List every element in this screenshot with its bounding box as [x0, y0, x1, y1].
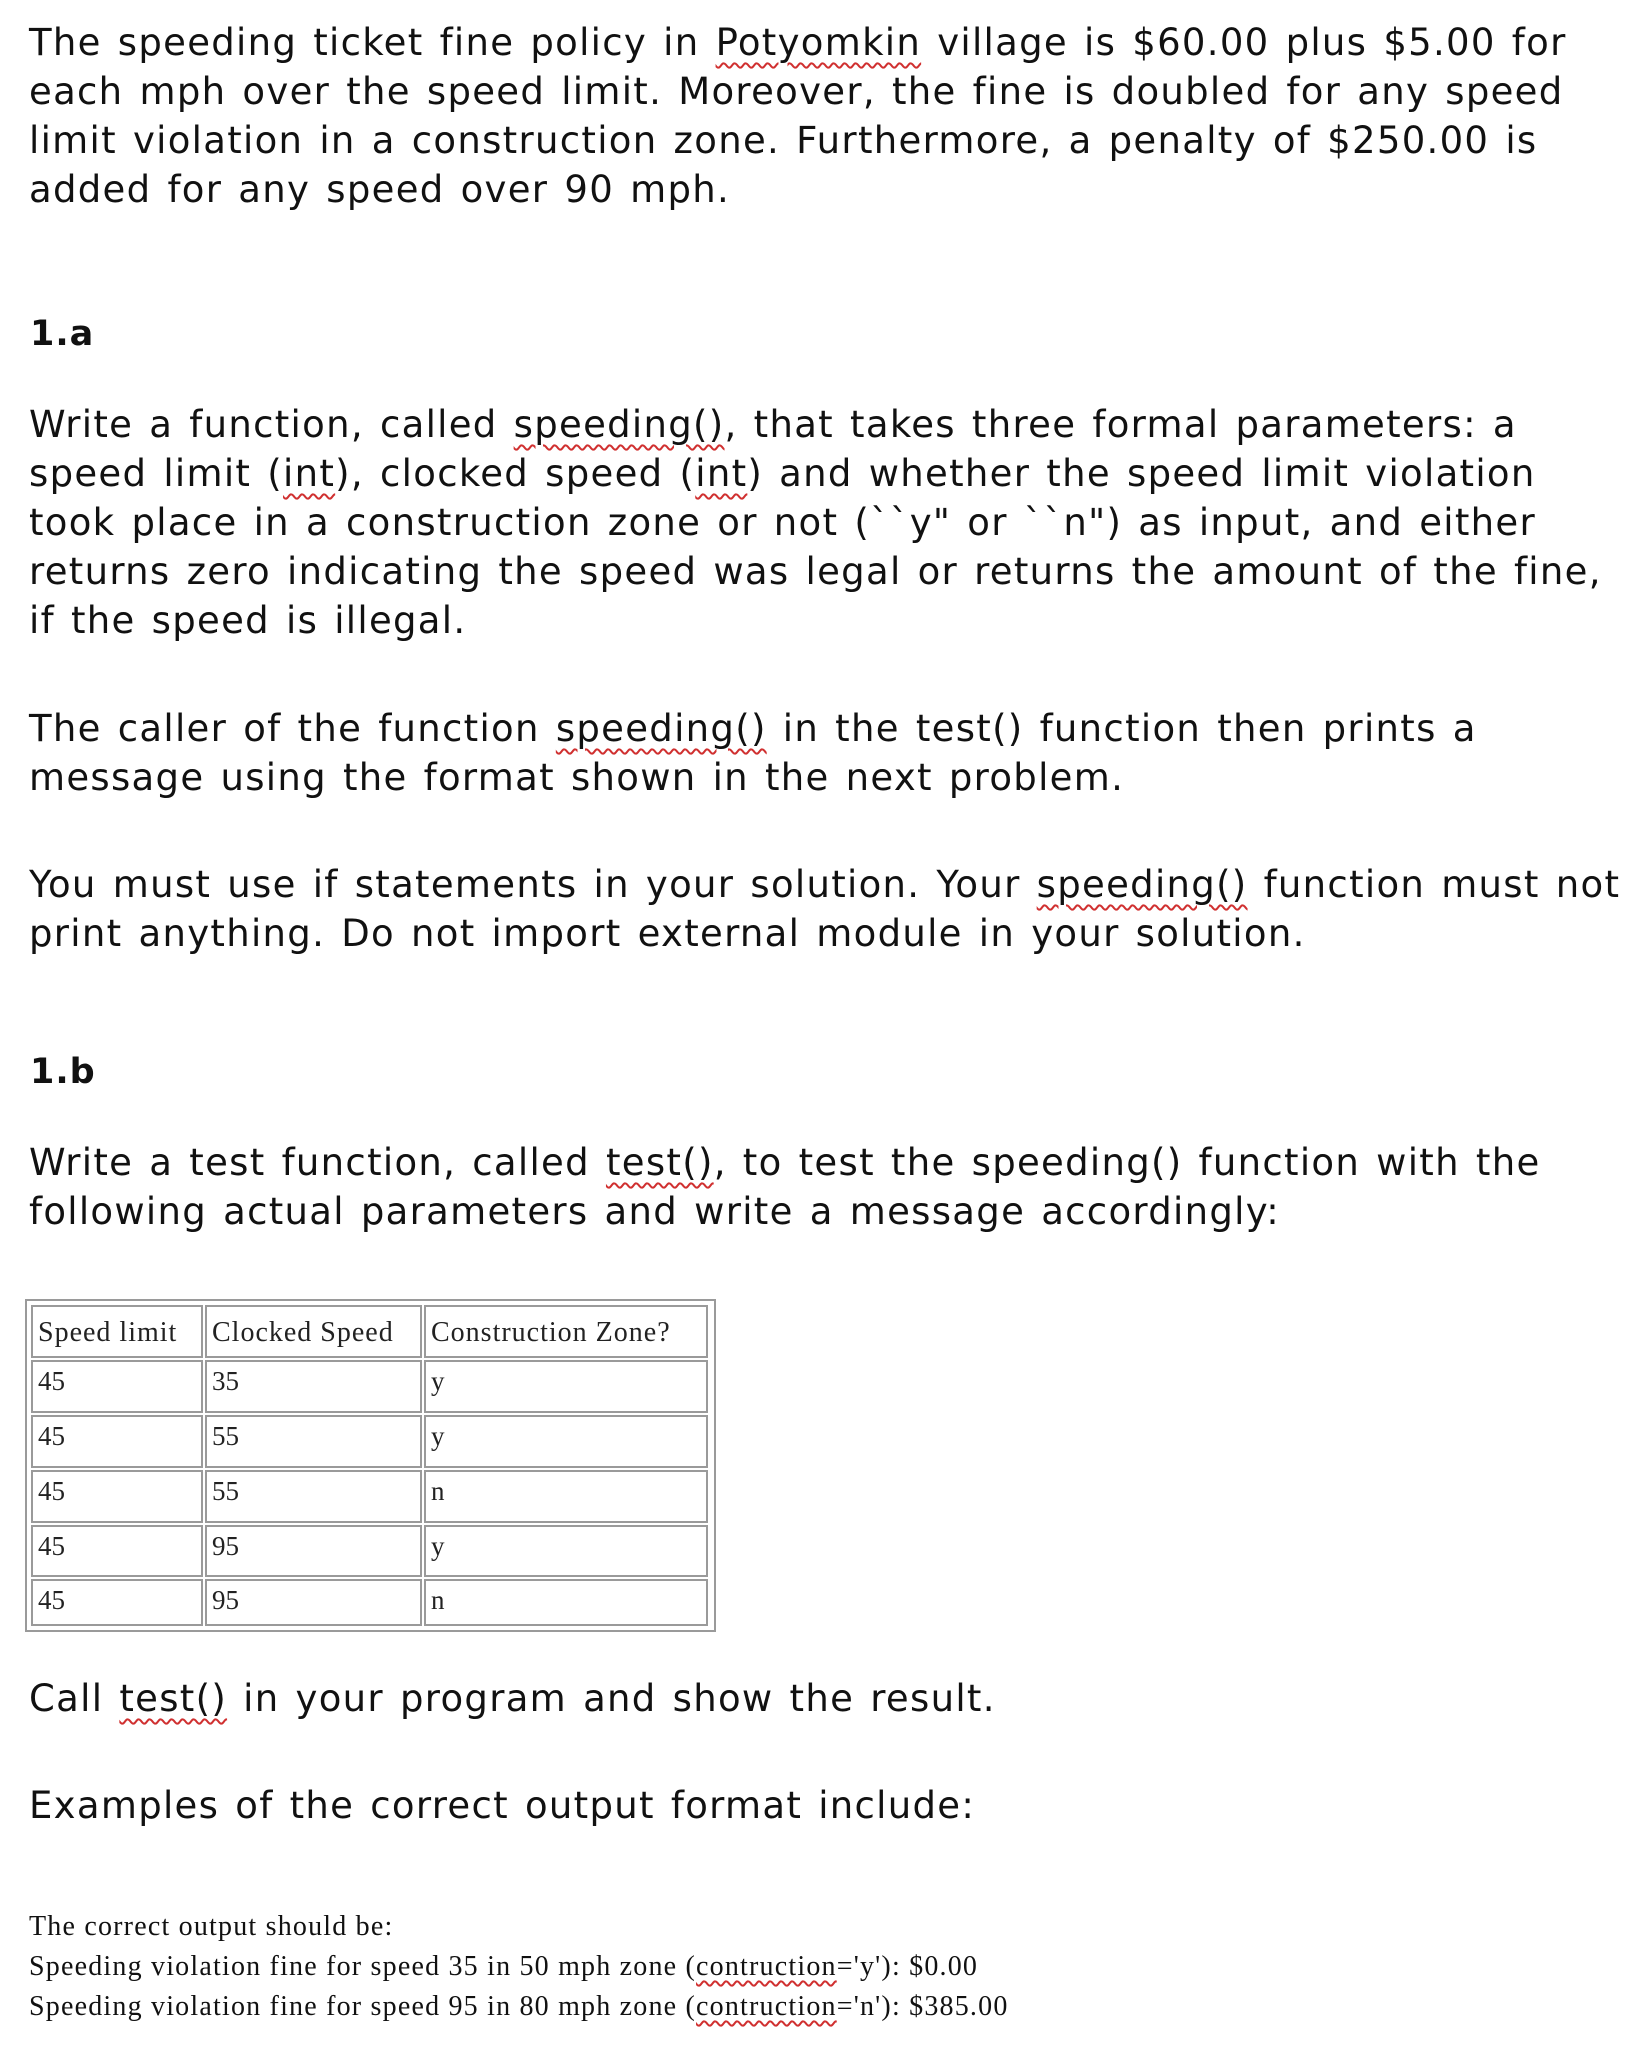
- misspelled-word: contruction: [696, 1991, 837, 2022]
- text: in the test() function then prints a message using the format shown in the next problem.: [29, 707, 1477, 799]
- text: ='y'): $0.00: [836, 1951, 979, 1982]
- text: ) and whether the speed limit violation took place in a construction zone or not (``y" or ``n") as input, and either returns zero indicating the speed was legal or returns the amount of the fine, if the speed is illegal.: [29, 452, 1602, 642]
- intro-paragraph: [29, 18, 1629, 214]
- table-cell: 45: [31, 1579, 203, 1626]
- call-test-paragraph: [29, 1674, 1629, 1723]
- examples-label: Examples of the correct output format include:: [29, 1784, 976, 1827]
- output-line-1: [29, 1951, 978, 1983]
- table-cell: 35: [205, 1360, 422, 1413]
- table-cell: 95: [205, 1579, 422, 1626]
- table-cell: y: [424, 1360, 708, 1413]
- table-cell: 45: [31, 1525, 203, 1577]
- type-int: int: [283, 452, 336, 495]
- section-b-paragraph-1: [29, 1138, 1629, 1236]
- function-name: speeding(): [1036, 863, 1248, 906]
- output-header: The correct output should be:: [29, 1911, 394, 1942]
- table-header-cell: Speed limit: [31, 1305, 203, 1358]
- table-cell: 55: [205, 1415, 422, 1468]
- text: in your program and show the result.: [227, 1677, 996, 1720]
- misspelled-word: contruction: [696, 1951, 837, 1982]
- text: The caller of the function: [29, 707, 556, 750]
- text: , that takes three formal parameters: a speed limit (: [29, 403, 1517, 495]
- text: Speeding violation fine for speed 95 in 80 mph zone (: [29, 1991, 697, 2022]
- function-name: speeding(): [555, 707, 767, 750]
- output-line-2: [29, 1991, 1009, 2023]
- table-cell: 45: [31, 1470, 203, 1523]
- text: function must not print anything. Do not import external module in your solution.: [29, 863, 1621, 955]
- table-header-cell: Clocked Speed: [205, 1305, 422, 1358]
- intro-text-2: village is $60.00 plus $5.00 for each mph over the speed limit. Moreover, the fine is doubled for any speed limit violation in a construction zone. Furthermore, a penalty of $250.00 is added for any speed over 90 mph.: [29, 21, 1567, 211]
- text: Call: [29, 1677, 120, 1720]
- intro-text-1: The speeding ticket fine policy in: [29, 21, 716, 64]
- function-name: speeding(): [513, 403, 725, 446]
- table-header-cell: Construction Zone?: [424, 1305, 708, 1358]
- section-a-paragraph-3: [29, 860, 1629, 958]
- table-cell: 55: [205, 1470, 422, 1523]
- village-name: Potyomkin: [715, 21, 922, 64]
- text: ), clocked speed (: [335, 452, 696, 495]
- text: Write a test function, called: [29, 1141, 606, 1184]
- table-cell: y: [424, 1525, 708, 1577]
- table-cell: y: [424, 1415, 708, 1468]
- function-name: test(): [119, 1677, 228, 1720]
- table-cell: n: [424, 1579, 708, 1626]
- type-int: int: [695, 452, 748, 495]
- parameters-table: [25, 1299, 716, 1632]
- section-a-heading: 1.a: [30, 314, 95, 354]
- table-cell: n: [424, 1470, 708, 1523]
- text: , to test the speeding() function with the following actual parameters and write a message accordingly:: [29, 1141, 1541, 1233]
- function-name: test(): [605, 1141, 714, 1184]
- text: Speeding violation fine for speed 35 in 50 mph zone (: [29, 1951, 697, 1982]
- table-cell: 45: [31, 1415, 203, 1468]
- section-a-paragraph-2: [29, 704, 1629, 802]
- text: You must use if statements in your solution. Your: [29, 863, 1037, 906]
- text: Write a function, called: [29, 403, 514, 446]
- section-a-paragraph-1: [29, 400, 1629, 645]
- table-cell: 95: [205, 1525, 422, 1577]
- section-b-heading: 1.b: [30, 1052, 96, 1092]
- table-cell: 45: [31, 1360, 203, 1413]
- text: ='n'): $385.00: [836, 1991, 1009, 2022]
